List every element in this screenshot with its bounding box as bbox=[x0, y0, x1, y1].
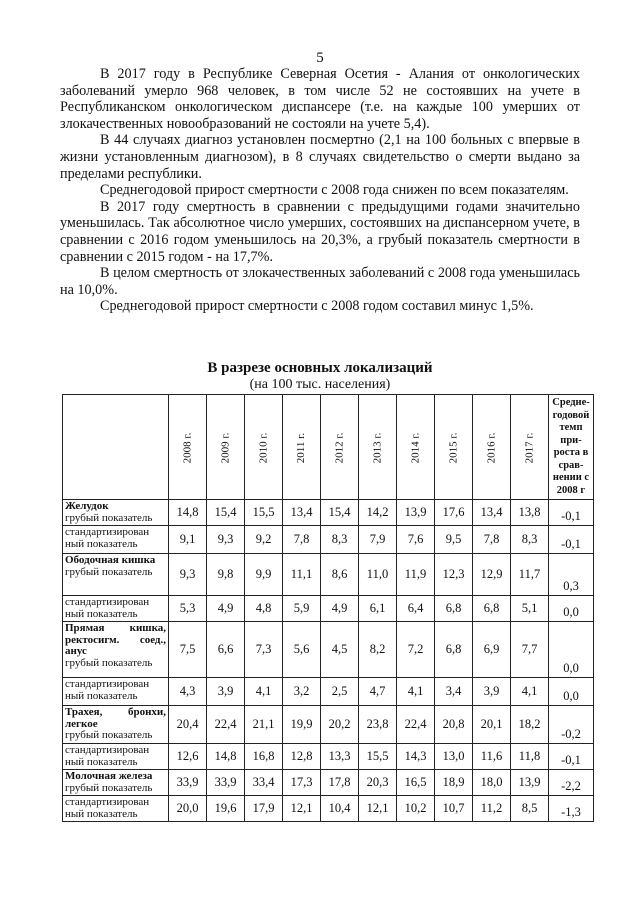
value-cell: 3,9 bbox=[473, 678, 511, 706]
paragraph: Среднегодовой прирост смертности с 2008 года снижен по всем показателям. bbox=[100, 182, 569, 199]
value-cell: 19,6 bbox=[207, 796, 245, 822]
value-cell: 3,4 bbox=[435, 678, 473, 706]
row-label bbox=[63, 622, 169, 678]
paragraph: В 44 случаях диагноз установлен посмертно (2,1 на 100 больных с впервые в жизни установленным диагнозом), в 8 случаях свидетельство о смерти выдано за пределами республики. bbox=[60, 132, 580, 182]
value-cell: 7,9 bbox=[359, 526, 397, 554]
value-cell: 2,5 bbox=[321, 678, 359, 706]
value-cell: 6,9 bbox=[473, 622, 511, 678]
value-cell: 11,6 bbox=[473, 744, 511, 770]
value-cell: 7,7 bbox=[511, 622, 549, 678]
value-cell: 3,9 bbox=[207, 678, 245, 706]
value-cell: 33,4 bbox=[245, 770, 283, 796]
value-cell: 22,4 bbox=[397, 706, 435, 744]
year-label: 2015 г. bbox=[447, 432, 460, 463]
year-label: 2011 г. bbox=[295, 432, 308, 463]
year-header bbox=[207, 395, 245, 500]
row-label bbox=[63, 796, 169, 822]
row-label bbox=[63, 744, 169, 770]
year-header bbox=[169, 395, 207, 500]
year-label: 2008 г. bbox=[181, 432, 194, 463]
row-label bbox=[63, 500, 169, 526]
table-title: В разрезе основных локализаций bbox=[207, 360, 433, 376]
value-cell: 11,0 bbox=[359, 554, 397, 596]
value-cell: 4,9 bbox=[207, 596, 245, 622]
table-header-row bbox=[63, 395, 594, 500]
year-header bbox=[473, 395, 511, 500]
value-cell: 14,3 bbox=[397, 744, 435, 770]
value-cell: 11,8 bbox=[511, 744, 549, 770]
year-header bbox=[397, 395, 435, 500]
value-cell: 14,8 bbox=[169, 500, 207, 526]
body-text bbox=[60, 66, 580, 315]
value-cell: 33,9 bbox=[207, 770, 245, 796]
trend-header: Средне-годовой темп при-роста в срав-нении с 2008 г bbox=[549, 395, 594, 500]
value-cell: 8,3 bbox=[511, 526, 549, 554]
value-cell: 4,7 bbox=[359, 678, 397, 706]
value-cell: 10,2 bbox=[397, 796, 435, 822]
value-cell: 13,4 bbox=[283, 500, 321, 526]
year-header bbox=[511, 395, 549, 500]
value-cell: 9,3 bbox=[207, 526, 245, 554]
value-cell: 14,2 bbox=[359, 500, 397, 526]
value-cell: 18,9 bbox=[435, 770, 473, 796]
year-header bbox=[435, 395, 473, 500]
paragraph: В целом смертность от злокачественных заболеваний с 2008 года уменьшилась на 10,0%. bbox=[60, 265, 580, 298]
indicator-name: грубый показатель bbox=[65, 656, 153, 669]
value-cell: 7,8 bbox=[283, 526, 321, 554]
year-label: 2012 г. bbox=[333, 432, 346, 463]
value-cell: 17,3 bbox=[283, 770, 321, 796]
value-cell: 7,2 bbox=[397, 622, 435, 678]
value-cell: 8,2 bbox=[359, 622, 397, 678]
trend-cell: 0,0 bbox=[549, 622, 594, 678]
row-label bbox=[63, 770, 169, 796]
page-number: 5 bbox=[316, 50, 324, 66]
value-cell: 12,6 bbox=[169, 744, 207, 770]
value-cell: 4,9 bbox=[321, 596, 359, 622]
indicator-name: стандартизирован ный показатель bbox=[65, 526, 150, 550]
value-cell: 12,1 bbox=[283, 796, 321, 822]
row-label bbox=[63, 678, 169, 706]
value-cell: 20,2 bbox=[321, 706, 359, 744]
value-cell: 23,8 bbox=[359, 706, 397, 744]
table-row bbox=[63, 770, 594, 796]
value-cell: 13,0 bbox=[435, 744, 473, 770]
year-label: 2014 г. bbox=[409, 432, 422, 463]
table-row bbox=[63, 596, 594, 622]
paragraph: В 2017 году в Республике Северная Осетия - Алания от онкологических заболеваний умерло 968 человек, в том числе 52 не состоявших на учете в Республиканском онкологическом диспансере (т.е. на каждые 100 умерших от злокачественных новообразований не состояли на учете 5,4). bbox=[60, 66, 580, 132]
value-cell: 4,1 bbox=[245, 678, 283, 706]
value-cell: 10,4 bbox=[321, 796, 359, 822]
value-cell: 5,9 bbox=[283, 596, 321, 622]
site-name: Прямая кишка, ректосигм. соед., анус bbox=[65, 622, 166, 657]
value-cell: 9,1 bbox=[169, 526, 207, 554]
value-cell: 22,4 bbox=[207, 706, 245, 744]
value-cell: 12,9 bbox=[473, 554, 511, 596]
site-name: Ободочная кишка bbox=[65, 554, 156, 566]
value-cell: 20,4 bbox=[169, 706, 207, 744]
value-cell: 12,1 bbox=[359, 796, 397, 822]
year-label: 2013 г. bbox=[371, 432, 384, 463]
site-name: Желудок bbox=[65, 500, 109, 512]
table-row bbox=[63, 796, 594, 822]
value-cell: 16,5 bbox=[397, 770, 435, 796]
value-cell: 6,1 bbox=[359, 596, 397, 622]
indicator-name: стандартизирован ный показатель bbox=[65, 796, 150, 820]
site-name: Трахея, бронхи, легкое bbox=[65, 706, 166, 730]
indicator-name: грубый показатель bbox=[65, 729, 153, 741]
value-cell: 7,3 bbox=[245, 622, 283, 678]
value-cell: 6,8 bbox=[473, 596, 511, 622]
value-cell: 5,1 bbox=[511, 596, 549, 622]
table-row bbox=[63, 526, 594, 554]
value-cell: 13,3 bbox=[321, 744, 359, 770]
value-cell: 9,8 bbox=[207, 554, 245, 596]
year-label: 2017 г. bbox=[523, 432, 536, 463]
value-cell: 13,9 bbox=[397, 500, 435, 526]
value-cell: 4,1 bbox=[397, 678, 435, 706]
table-row bbox=[63, 500, 594, 526]
indicator-name: грубый показатель bbox=[65, 565, 153, 578]
table-body bbox=[63, 500, 594, 822]
value-cell: 13,8 bbox=[511, 500, 549, 526]
year-header bbox=[283, 395, 321, 500]
value-cell: 11,2 bbox=[473, 796, 511, 822]
trend-cell: -0,1 bbox=[549, 744, 594, 770]
trend-cell: 0,0 bbox=[549, 596, 594, 622]
value-cell: 17,6 bbox=[435, 500, 473, 526]
table-row bbox=[63, 706, 594, 744]
value-cell: 18,0 bbox=[473, 770, 511, 796]
value-cell: 17,9 bbox=[245, 796, 283, 822]
trend-cell: 0,3 bbox=[549, 554, 594, 596]
value-cell: 13,4 bbox=[473, 500, 511, 526]
value-cell: 7,8 bbox=[473, 526, 511, 554]
indicator-name: грубый показатель bbox=[65, 781, 153, 794]
value-cell: 8,5 bbox=[511, 796, 549, 822]
value-cell: 11,9 bbox=[397, 554, 435, 596]
value-cell: 13,9 bbox=[511, 770, 549, 796]
trend-cell: -0,2 bbox=[549, 706, 594, 744]
value-cell: 4,1 bbox=[511, 678, 549, 706]
indicator-name: грубый показатель bbox=[65, 511, 153, 524]
value-cell: 3,2 bbox=[283, 678, 321, 706]
table-row bbox=[63, 678, 594, 706]
indicator-name: стандартизирован ный показатель bbox=[65, 744, 150, 768]
value-cell: 5,6 bbox=[283, 622, 321, 678]
value-cell: 8,6 bbox=[321, 554, 359, 596]
site-name: Молочная железа bbox=[65, 770, 153, 782]
paragraph: Среднегодовой прирост смертности с 2008 годом составил минус 1,5%. bbox=[100, 298, 534, 315]
value-cell: 5,3 bbox=[169, 596, 207, 622]
trend-cell: -0,1 bbox=[549, 500, 594, 526]
value-cell: 17,8 bbox=[321, 770, 359, 796]
value-cell: 6,8 bbox=[435, 596, 473, 622]
year-label: 2010 г. bbox=[257, 432, 270, 463]
row-label bbox=[63, 706, 169, 744]
table-subtitle: (на 100 тыс. населения) bbox=[249, 377, 391, 392]
trend-cell: -0,1 bbox=[549, 526, 594, 554]
trend-cell: 0,0 bbox=[549, 678, 594, 706]
value-cell: 20,1 bbox=[473, 706, 511, 744]
trend-cell: -2,2 bbox=[549, 770, 594, 796]
value-cell: 20,3 bbox=[359, 770, 397, 796]
value-cell: 14,8 bbox=[207, 744, 245, 770]
value-cell: 18,2 bbox=[511, 706, 549, 744]
row-label bbox=[63, 596, 169, 622]
trend-cell: -1,3 bbox=[549, 796, 594, 822]
value-cell: 7,5 bbox=[169, 622, 207, 678]
value-cell: 9,2 bbox=[245, 526, 283, 554]
value-cell: 11,1 bbox=[283, 554, 321, 596]
value-cell: 6,4 bbox=[397, 596, 435, 622]
value-cell: 12,3 bbox=[435, 554, 473, 596]
indicator-name: стандартизирован ный показатель bbox=[65, 678, 150, 702]
value-cell: 4,3 bbox=[169, 678, 207, 706]
value-cell: 6,8 bbox=[435, 622, 473, 678]
value-cell: 7,6 bbox=[397, 526, 435, 554]
value-cell: 15,5 bbox=[359, 744, 397, 770]
value-cell: 9,3 bbox=[169, 554, 207, 596]
value-cell: 33,9 bbox=[169, 770, 207, 796]
row-label bbox=[63, 554, 169, 596]
value-cell: 9,5 bbox=[435, 526, 473, 554]
value-cell: 15,5 bbox=[245, 500, 283, 526]
table-row bbox=[63, 744, 594, 770]
year-header bbox=[359, 395, 397, 500]
table-row bbox=[63, 554, 594, 596]
value-cell: 6,6 bbox=[207, 622, 245, 678]
value-cell: 19,9 bbox=[283, 706, 321, 744]
value-cell: 21,1 bbox=[245, 706, 283, 744]
value-cell: 15,4 bbox=[207, 500, 245, 526]
header-empty-cell bbox=[63, 395, 169, 500]
year-label: 2016 г. bbox=[485, 432, 498, 463]
mortality-table bbox=[62, 394, 594, 822]
value-cell: 15,4 bbox=[321, 500, 359, 526]
value-cell: 4,5 bbox=[321, 622, 359, 678]
indicator-name: стандартизирован ный показатель bbox=[65, 596, 150, 620]
table-row bbox=[63, 622, 594, 678]
row-label bbox=[63, 526, 169, 554]
value-cell: 11,7 bbox=[511, 554, 549, 596]
value-cell: 12,8 bbox=[283, 744, 321, 770]
year-label: 2009 г. bbox=[219, 432, 232, 463]
value-cell: 8,3 bbox=[321, 526, 359, 554]
year-header bbox=[245, 395, 283, 500]
value-cell: 20,8 bbox=[435, 706, 473, 744]
value-cell: 10,7 bbox=[435, 796, 473, 822]
value-cell: 9,9 bbox=[245, 554, 283, 596]
paragraph: В 2017 году смертность в сравнении с предыдущими годами значительно уменьшилась. Так абсолютное число умерших, состоявших на диспансерном учете, в сравнении с 2016 годом уменьшилось на 20,3%, а грубый показатель смертности в сравнении с 2015 годом - на 17,7%. bbox=[60, 198, 580, 265]
year-header bbox=[321, 395, 359, 500]
value-cell: 16,8 bbox=[245, 744, 283, 770]
value-cell: 20,0 bbox=[169, 796, 207, 822]
value-cell: 4,8 bbox=[245, 596, 283, 622]
